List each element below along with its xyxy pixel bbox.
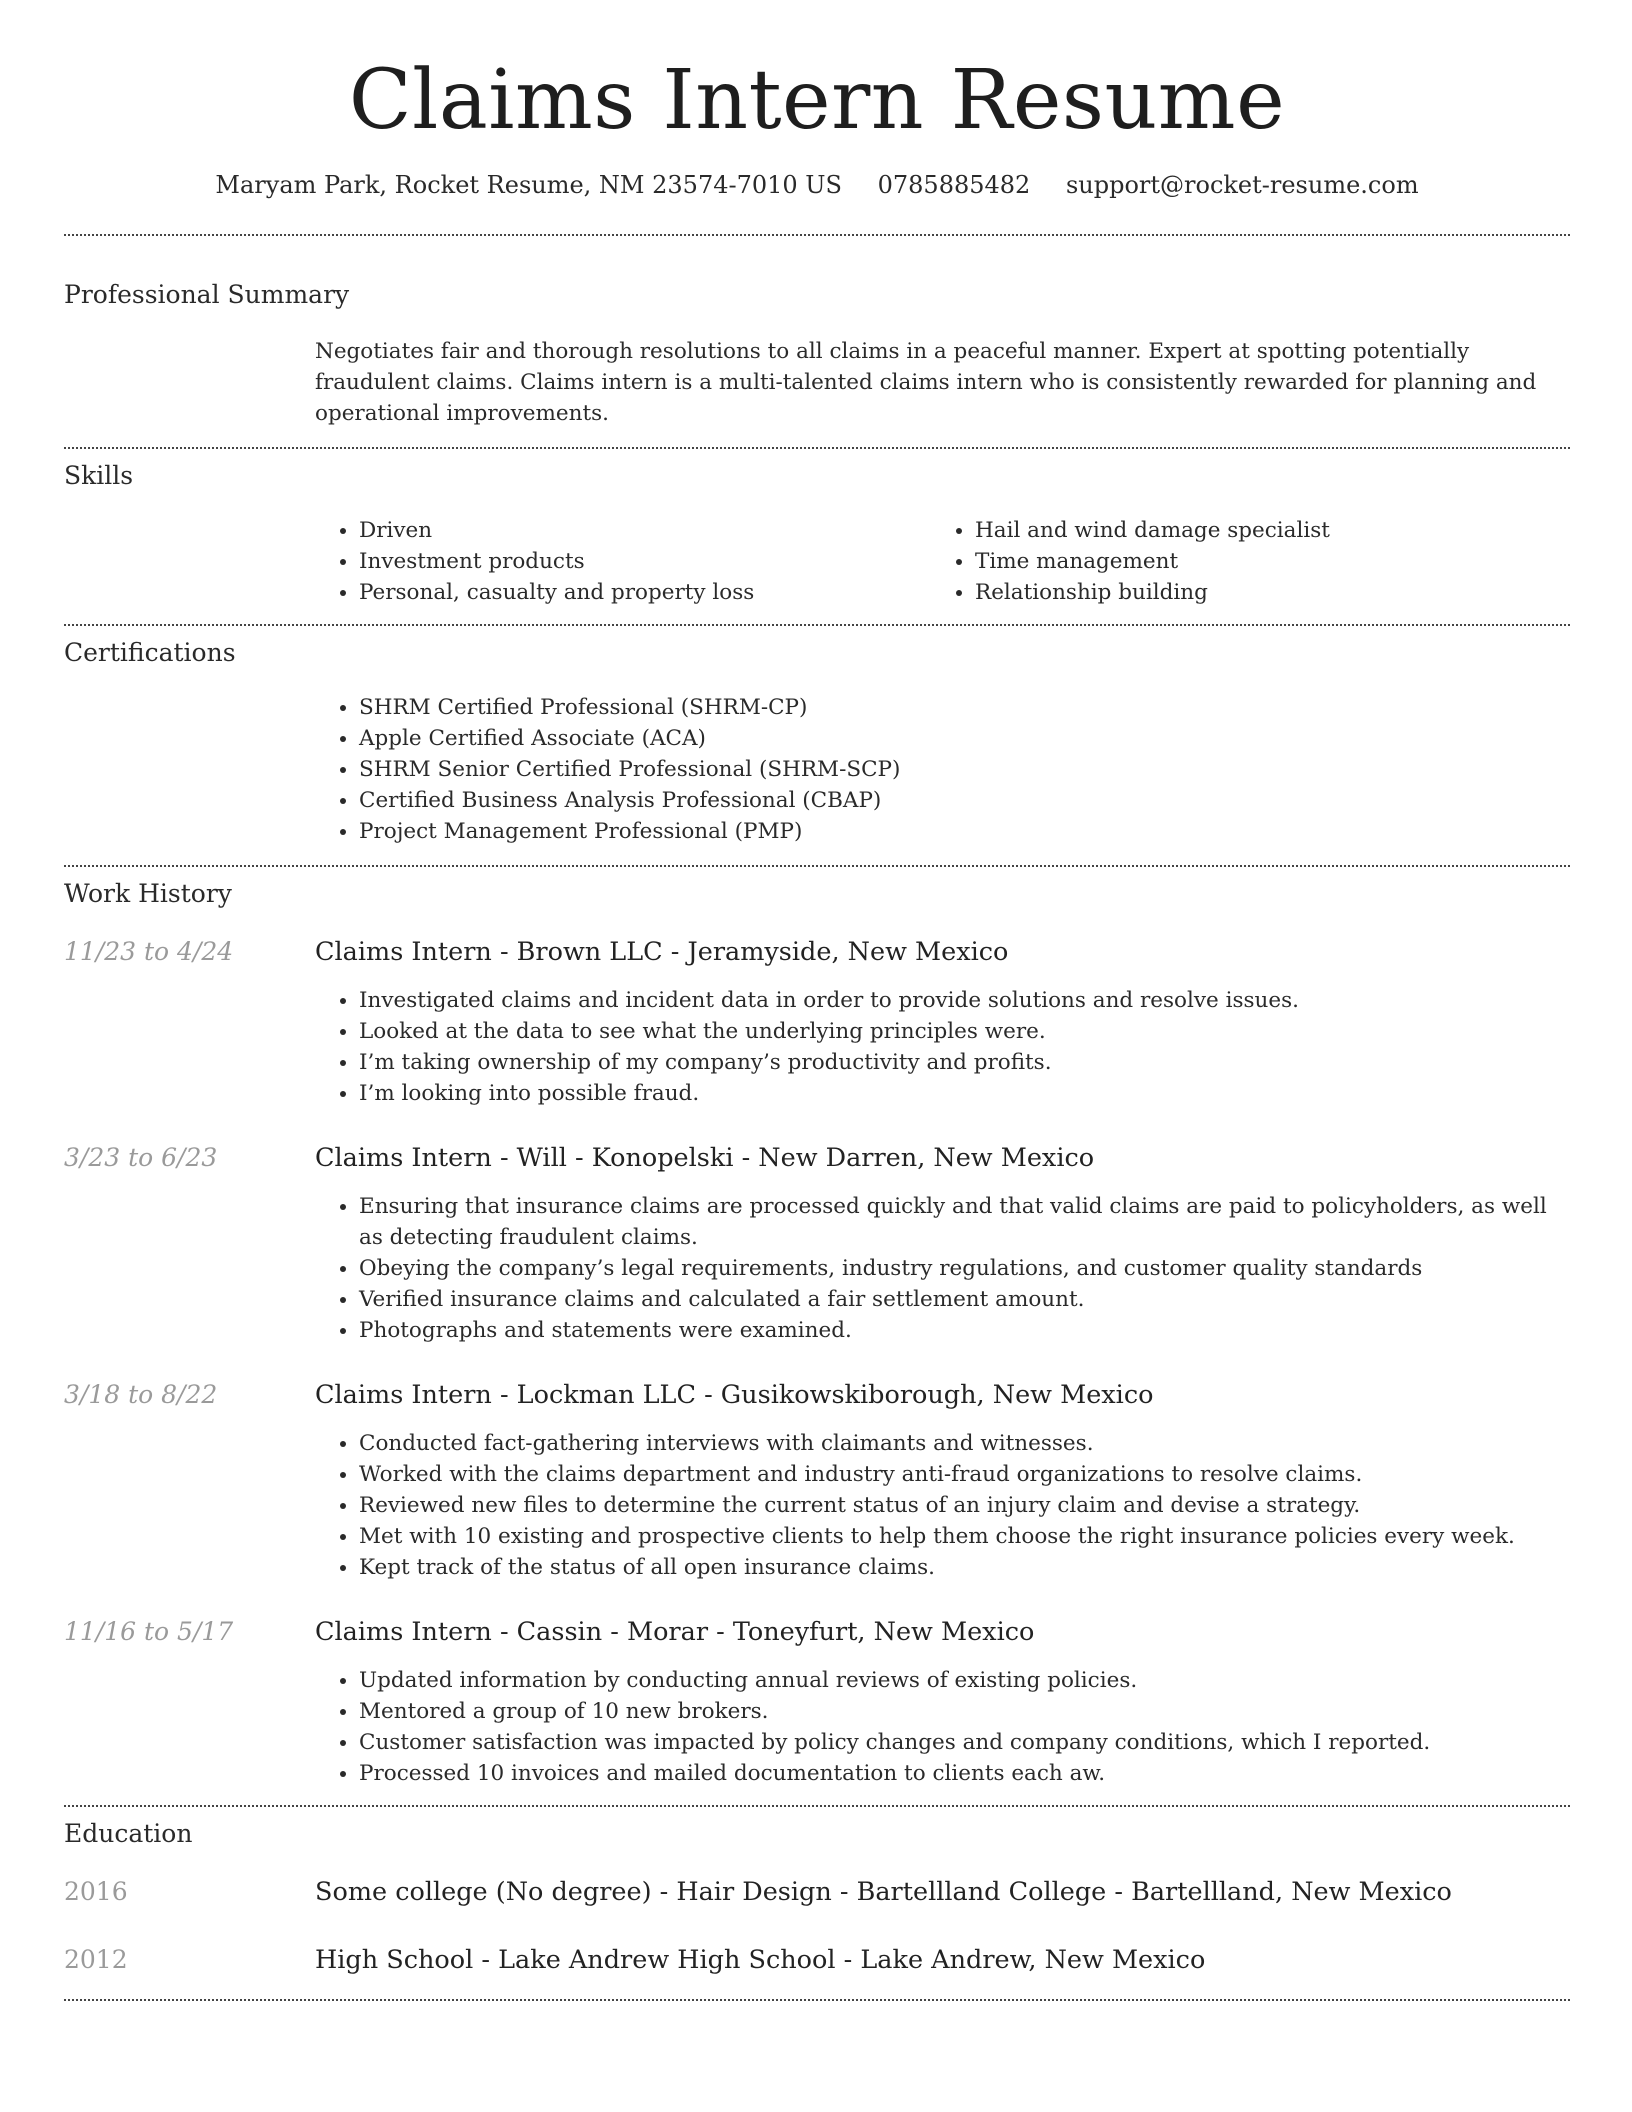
certification-item: • Certified Business Analysis Professional (CBAP) xyxy=(359,785,1570,816)
skills-list-right xyxy=(931,515,1547,608)
divider xyxy=(64,1999,1570,2001)
job-title: Claims Intern - Cassin - Morar - Toneyfurt, New Mexico xyxy=(315,1617,1035,1647)
job-dates: 11/23 to 4/24 xyxy=(64,937,234,966)
divider xyxy=(64,624,1570,626)
certifications-section xyxy=(64,638,1570,847)
skill-item: • Time management xyxy=(975,546,1547,577)
certification-item: • Apple Certified Associate (ACA) xyxy=(359,723,1570,754)
job-title: Claims Intern - Brown LLC - Jeramyside, New Mexico xyxy=(315,937,1009,967)
job-bullet: • Obeying the company’s legal requirements, industry regulations, and customer quality standards xyxy=(359,1253,1570,1284)
job-bullets xyxy=(315,985,1570,1109)
education-heading: Education xyxy=(64,1819,193,1848)
job-bullet: • Investigated claims and incident data in order to provide solutions and resolve issues. xyxy=(359,985,1570,1016)
work-history-section xyxy=(64,879,1570,1789)
contact-line xyxy=(64,170,1570,200)
skill-item: • Investment products xyxy=(359,546,931,577)
education-entry xyxy=(64,1877,1570,1907)
job-title: Claims Intern - Will - Konopelski - New Darren, New Mexico xyxy=(315,1143,1095,1173)
job-bullet: • Updated information by conducting annual reviews of existing policies. xyxy=(359,1665,1570,1696)
skills-section xyxy=(64,461,1570,608)
job-bullets xyxy=(315,1191,1570,1346)
summary-section xyxy=(64,280,1570,429)
skill-item: • Relationship building xyxy=(975,577,1547,608)
job-bullet: • Looked at the data to see what the underlying principles were. xyxy=(359,1016,1570,1047)
job-bullets xyxy=(315,1665,1570,1789)
job-bullet: • I’m taking ownership of my company’s productivity and profits. xyxy=(359,1047,1570,1078)
certification-item: • Project Management Professional (PMP) xyxy=(359,816,1570,847)
certification-item: • SHRM Certified Professional (SHRM-CP) xyxy=(359,692,1570,723)
job-bullet: • Ensuring that insurance claims are processed quickly and that valid claims are paid to policyholders, as well as detecting fraudulent claims. xyxy=(359,1191,1570,1253)
skills-list-left xyxy=(315,515,931,608)
education-year: 2016 xyxy=(64,1877,128,1906)
job-bullet: • Processed 10 invoices and mailed documentation to clients each aw. xyxy=(359,1758,1570,1789)
job-bullet: • Worked with the claims department and industry anti-fraud organizations to resolve claims. xyxy=(359,1459,1570,1490)
job-bullet: • Met with 10 existing and prospective clients to help them choose the right insurance policies every week. xyxy=(359,1521,1570,1552)
education-section xyxy=(64,1819,1570,1975)
education-year: 2012 xyxy=(64,1945,128,1974)
job-entry xyxy=(64,937,1570,1109)
certifications-heading: Certifications xyxy=(64,638,236,667)
job-bullet: • Kept track of the status of all open insurance claims. xyxy=(359,1552,1570,1583)
education-title: Some college (No degree) - Hair Design - Bartellland College - Bartellland, New Mexico xyxy=(315,1877,1452,1907)
divider xyxy=(64,234,1570,236)
job-bullet: • Customer satisfaction was impacted by policy changes and company conditions, which I reported. xyxy=(359,1727,1570,1758)
summary-text: Negotiates fair and thorough resolutions to all claims in a peaceful manner. Expert at spotting potentially fraudulent claims. Claims intern is a multi-talented claims intern who is consistently rewarded for planning and operational improvements. xyxy=(315,339,1537,426)
job-entry xyxy=(64,1143,1570,1346)
job-bullet: • Reviewed new files to determine the current status of an injury claim and devise a strategy. xyxy=(359,1490,1570,1521)
divider xyxy=(64,1805,1570,1807)
skill-item: • Driven xyxy=(359,515,931,546)
contact-phone: 0785885482 xyxy=(877,171,1031,199)
job-entry xyxy=(64,1380,1570,1583)
job-dates: 3/18 to 8/22 xyxy=(64,1380,218,1409)
job-bullet: • I’m looking into possible fraud. xyxy=(359,1078,1570,1109)
job-dates: 11/16 to 5/17 xyxy=(64,1617,234,1646)
certification-item: • SHRM Senior Certified Professional (SHRM-SCP) xyxy=(359,754,1570,785)
skill-item: • Hail and wind damage specialist xyxy=(975,515,1547,546)
work-history-heading: Work History xyxy=(64,879,232,908)
education-title: High School - Lake Andrew High School - Lake Andrew, New Mexico xyxy=(315,1945,1206,1975)
job-bullets xyxy=(315,1428,1570,1583)
education-entry xyxy=(64,1945,1570,1975)
certifications-list xyxy=(315,692,1570,847)
job-entry xyxy=(64,1617,1570,1789)
divider xyxy=(64,865,1570,867)
contact-email: support@rocket-resume.com xyxy=(1065,171,1419,199)
divider xyxy=(64,447,1570,449)
contact-address: Maryam Park, Rocket Resume, NM 23574-7010 US xyxy=(215,171,842,199)
resume-title: Claims Intern Resume xyxy=(348,53,1286,148)
job-bullet: • Mentored a group of 10 new brokers. xyxy=(359,1696,1570,1727)
job-title: Claims Intern - Lockman LLC - Gusikowskiborough, New Mexico xyxy=(315,1380,1154,1410)
job-dates: 3/23 to 6/23 xyxy=(64,1143,218,1172)
resume-page xyxy=(64,0,1570,2001)
skills-heading: Skills xyxy=(64,461,134,490)
job-bullet: • Conducted fact-gathering interviews with claimants and witnesses. xyxy=(359,1428,1570,1459)
job-bullet: • Verified insurance claims and calculated a fair settlement amount. xyxy=(359,1284,1570,1315)
job-bullet: • Photographs and statements were examined. xyxy=(359,1315,1570,1346)
skill-item: • Personal, casualty and property loss xyxy=(359,577,931,608)
skills-grid xyxy=(315,515,1570,608)
summary-heading: Professional Summary xyxy=(64,280,350,309)
